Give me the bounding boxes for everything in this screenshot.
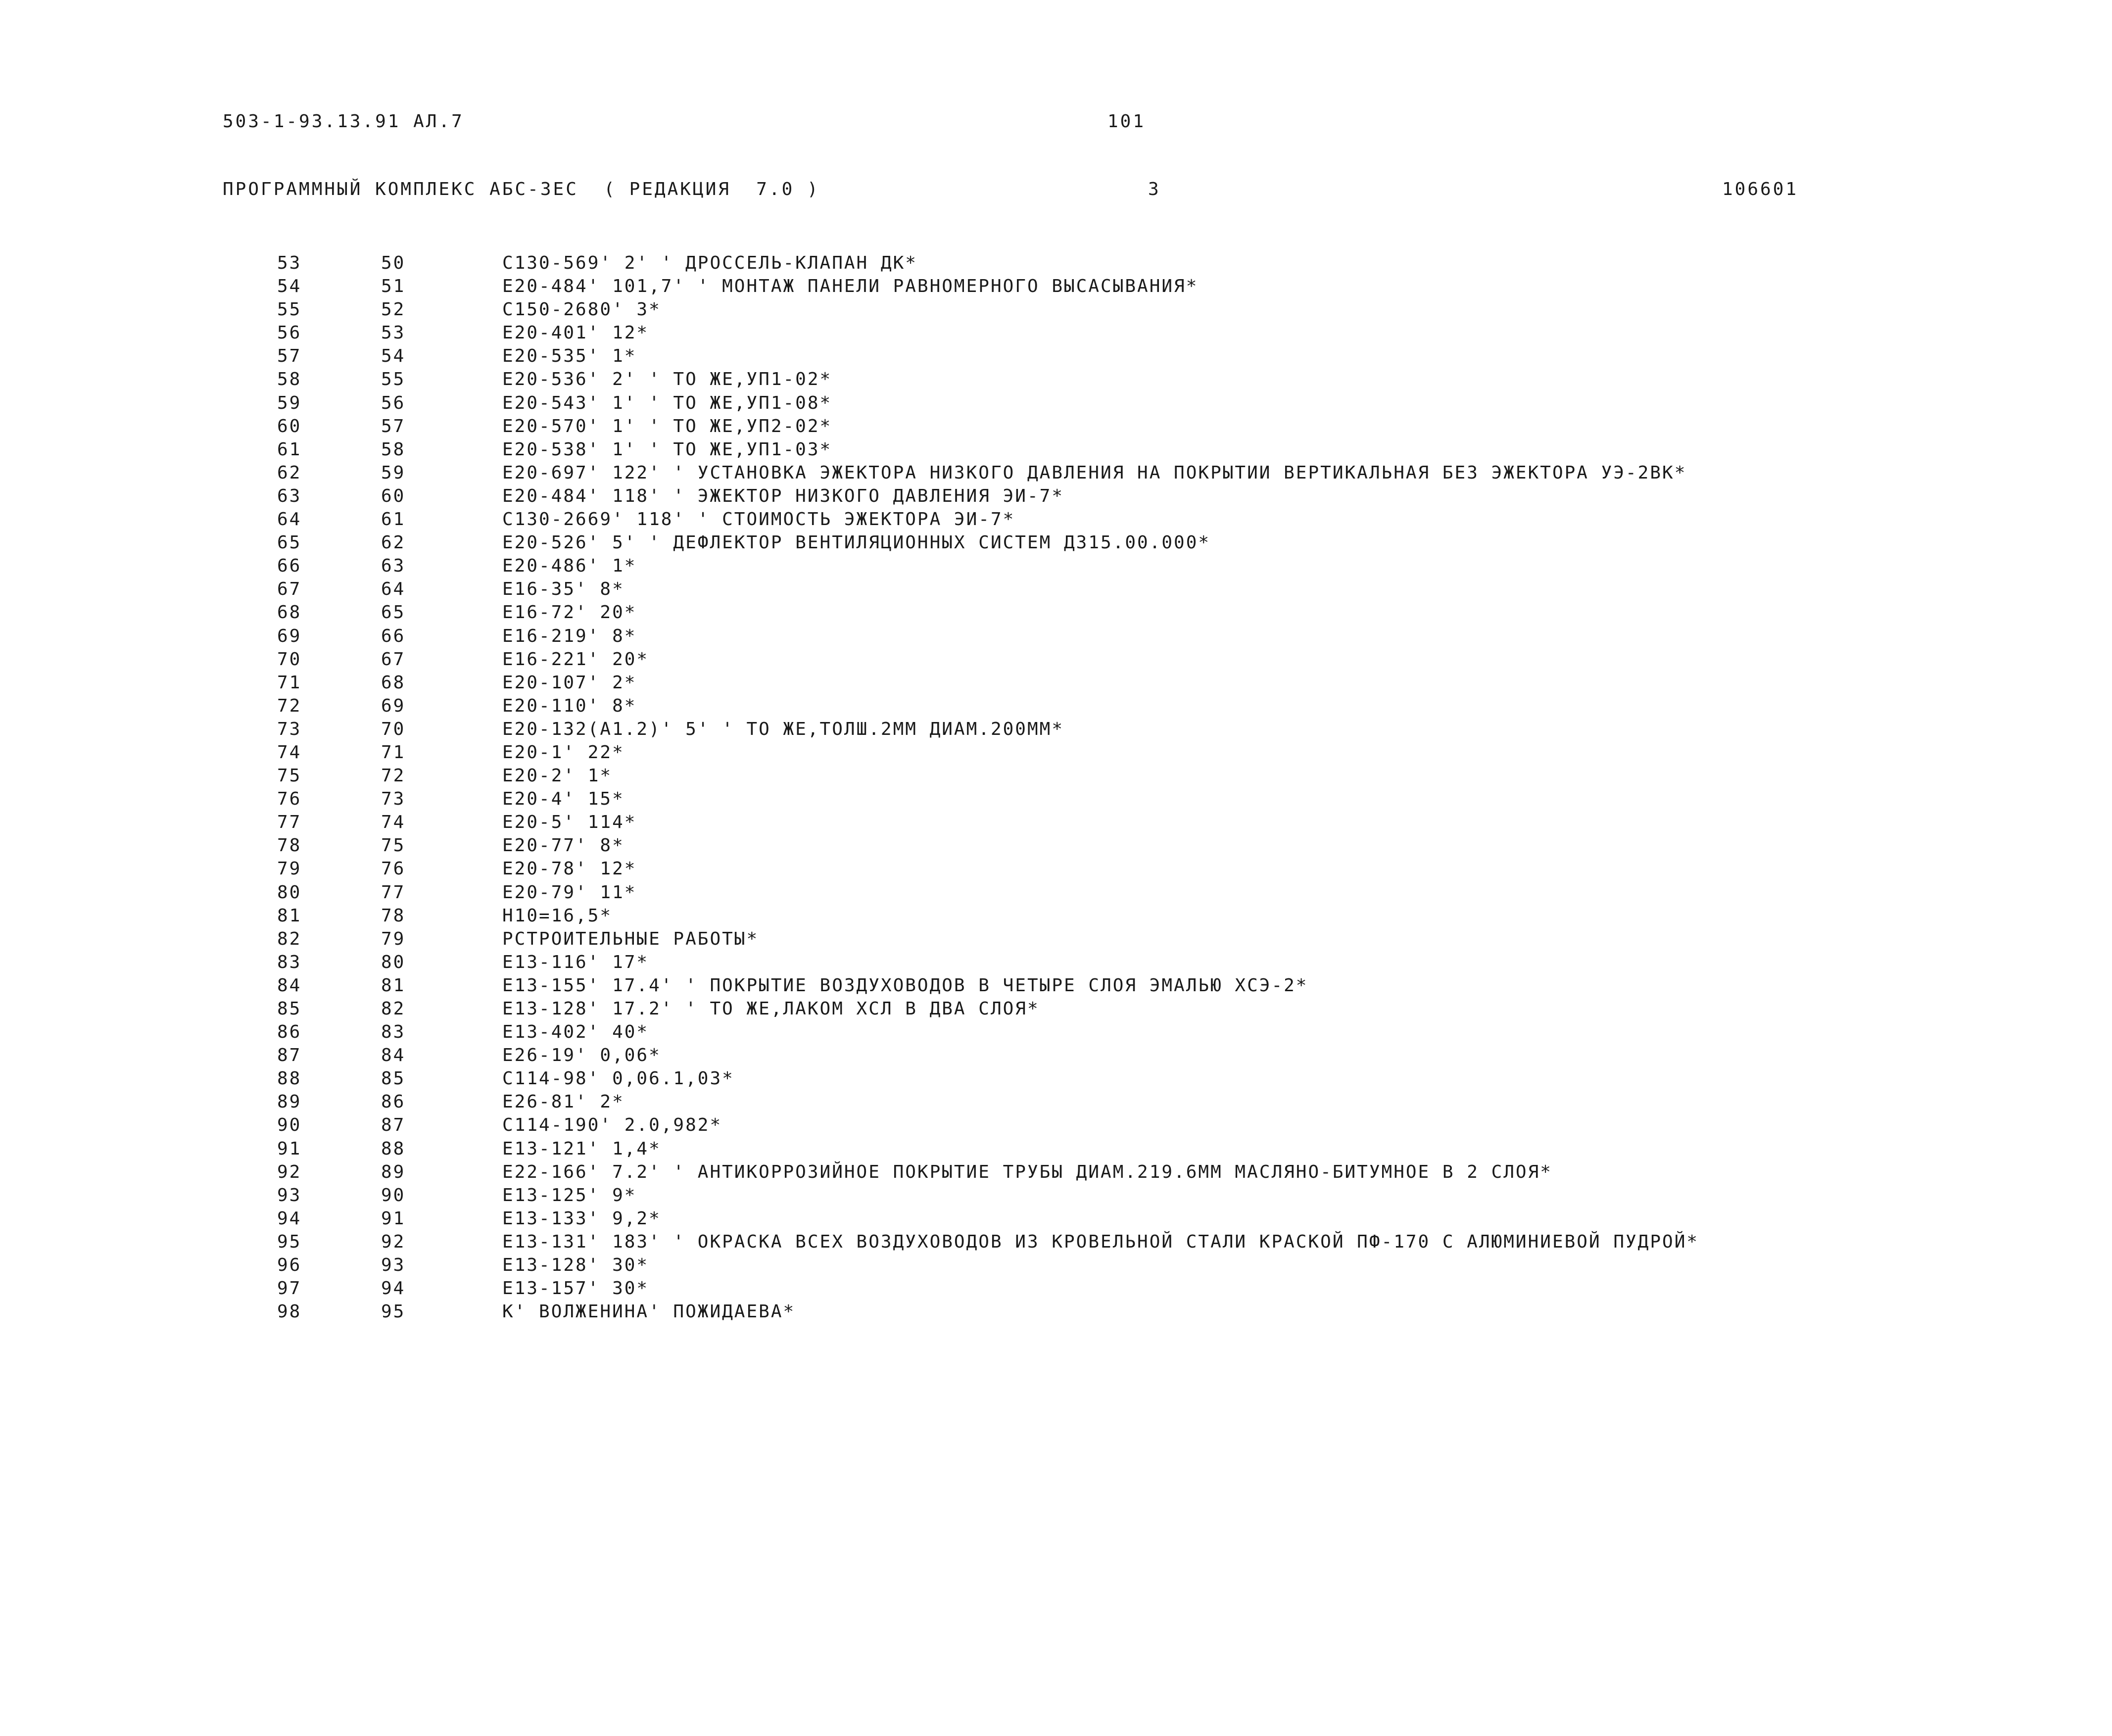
statement-text: С130-2669' 118' ' СТОИМОСТЬ ЭЖЕКТОРА ЭИ-7* [502, 509, 1015, 530]
statement-text: С150-2680' 3* [502, 299, 661, 320]
statement-number: 86 [381, 1092, 406, 1112]
listing-row [0, 508, 2112, 531]
line-number: 73 [277, 719, 302, 739]
statement-text: Е20-78' 12* [502, 859, 637, 879]
statement-number: 82 [381, 999, 406, 1019]
statement-number: 69 [381, 695, 406, 716]
listing-row [0, 601, 2112, 624]
statement-text: Е20-486' 1* [502, 556, 637, 577]
statement-text: Е16-72' 20* [502, 602, 637, 623]
statement-number: 59 [381, 462, 406, 483]
line-number: 97 [277, 1278, 302, 1299]
line-number: 77 [277, 812, 302, 833]
listing-row [0, 438, 2112, 461]
line-number: 88 [277, 1068, 302, 1089]
listing-row [0, 484, 2112, 508]
statement-text: Е20-526' 5' ' ДЕФЛЕКТОР ВЕНТИЛЯЦИОННЫХ СИСТЕМ Д315.00.000* [502, 532, 1211, 553]
line-number: 96 [277, 1255, 302, 1276]
statement-text: Е20-77' 8* [502, 835, 624, 856]
statement-number: 64 [381, 579, 406, 600]
statement-number: 93 [381, 1255, 406, 1276]
statement-text: Е20-570' 1' ' ТО ЖЕ,УП2-02* [502, 416, 832, 436]
statement-number: 81 [381, 975, 406, 996]
listing-row [0, 694, 2112, 718]
statement-text: Е13-402' 40* [502, 1022, 649, 1043]
listing-row [0, 251, 2112, 275]
sheet-number: 3 [1148, 179, 1161, 199]
document-code: 503-1-93.13.91 АЛ.7 [223, 111, 464, 132]
line-number: 67 [277, 579, 302, 600]
statement-text: Е13-131' 183' ' ОКРАСКА ВСЕХ ВОЗДУХОВОДОВ ИЗ КРОВЕЛЬНОЙ СТАЛИ КРАСКОЙ ПФ-170 С АЛЮМИНИЕВОЙ ПУДРОЙ* [502, 1231, 1699, 1252]
listing-row [0, 834, 2112, 857]
listing-row [0, 648, 2112, 671]
line-number: 59 [277, 392, 302, 413]
listing-row [0, 1160, 2112, 1184]
statement-number: 51 [381, 276, 406, 297]
statement-text: Е16-219' 8* [502, 626, 637, 646]
statement-text: Е13-128' 17.2' ' ТО ЖЕ,ЛАКОМ ХСЛ В ДВА СЛОЯ* [502, 999, 1040, 1019]
statement-number: 60 [381, 485, 406, 506]
listing-row [0, 531, 2112, 554]
listing-row [0, 1207, 2112, 1230]
line-number: 79 [277, 859, 302, 879]
listing-row [0, 1044, 2112, 1067]
listing-row [0, 741, 2112, 764]
statement-text: С114-98' 0,06.1,03* [502, 1068, 734, 1089]
line-number: 57 [277, 346, 302, 367]
statement-number: 75 [381, 835, 406, 856]
statement-text: Е20-484' 101,7' ' МОНТАЖ ПАНЕЛИ РАВНОМЕРНОГО ВЫСАСЫВАНИЯ* [502, 276, 1199, 297]
statement-number: 52 [381, 299, 406, 320]
line-number: 70 [277, 649, 302, 670]
statement-number: 88 [381, 1138, 406, 1159]
statement-text: Н10=16,5* [502, 905, 613, 926]
line-number: 81 [277, 905, 302, 926]
listing-row [0, 1090, 2112, 1113]
statement-number: 66 [381, 626, 406, 646]
statement-text: Е20-535' 1* [502, 346, 637, 367]
statement-text: Е20-79' 11* [502, 882, 637, 903]
line-number: 92 [277, 1161, 302, 1182]
line-number: 98 [277, 1302, 302, 1322]
statement-number: 63 [381, 556, 406, 577]
statement-text: Е20-4' 15* [502, 789, 624, 810]
listing-row [0, 671, 2112, 694]
statement-text: Е22-166' 7.2' ' АНТИКОРРОЗИЙНОЕ ПОКРЫТИЕ ТРУБЫ ДИАМ.219.6ММ МАСЛЯНО-БИТУМНОЕ В 2 СЛОЯ* [502, 1161, 1552, 1182]
statement-text: С130-569' 2' ' ДРОССЕЛЬ-КЛАПАН ДК* [502, 253, 917, 273]
statement-number: 87 [381, 1115, 406, 1136]
statement-number: 92 [381, 1231, 406, 1252]
statement-text: Е13-128' 30* [502, 1255, 649, 1276]
listing-row [0, 415, 2112, 438]
statement-text: К' ВОЛЖЕНИНА' ПОЖИДАЕВА* [502, 1302, 796, 1322]
line-number: 85 [277, 999, 302, 1019]
statement-text: Е20-5' 114* [502, 812, 637, 833]
job-number: 106601 [1722, 179, 1799, 199]
listing-row [0, 1113, 2112, 1137]
line-number: 76 [277, 789, 302, 810]
listing-row [0, 1067, 2112, 1090]
listing-row [0, 1277, 2112, 1300]
listing-row [0, 1230, 2112, 1254]
statement-number: 70 [381, 719, 406, 739]
line-number: 84 [277, 975, 302, 996]
statement-text: Е20-543' 1' ' ТО ЖЕ,УП1-08* [502, 392, 832, 413]
statement-number: 55 [381, 369, 406, 390]
listing-row [0, 391, 2112, 415]
listing-row [0, 974, 2112, 997]
listing-table [0, 251, 2112, 1323]
listing-row [0, 997, 2112, 1020]
statement-number: 84 [381, 1045, 406, 1066]
statement-text: Е16-221' 20* [502, 649, 649, 670]
listing-row [0, 718, 2112, 741]
statement-text: Е20-2' 1* [502, 766, 613, 786]
statement-text: Е13-157' 30* [502, 1278, 649, 1299]
line-number: 72 [277, 695, 302, 716]
line-number: 64 [277, 509, 302, 530]
line-number: 58 [277, 369, 302, 390]
statement-number: 79 [381, 928, 406, 949]
statement-text: Е13-116' 17* [502, 952, 649, 972]
listing-row [0, 904, 2112, 927]
listing-row [0, 321, 2112, 344]
listing-row [0, 275, 2112, 298]
statement-number: 77 [381, 882, 406, 903]
statement-text: Е20-697' 122' ' УСТАНОВКА ЭЖЕКТОРА НИЗКОГО ДАВЛЕНИЯ НА ПОКРЫТИИ ВЕРТИКАЛЬНАЯ БЕЗ ЭЖЕКТОРА УЭ-2ВК* [502, 462, 1687, 483]
statement-text: Е20-132(А1.2)' 5' ' ТО ЖЕ,ТОЛШ.2ММ ДИАМ.200ММ* [502, 719, 1064, 739]
statement-number: 58 [381, 439, 406, 460]
statement-number: 56 [381, 392, 406, 413]
statement-number: 90 [381, 1185, 406, 1206]
statement-number: 78 [381, 905, 406, 926]
listing-row [0, 578, 2112, 601]
statement-text: Е26-19' 0,06* [502, 1045, 661, 1066]
page-number: 101 [1107, 111, 1146, 132]
statement-number: 61 [381, 509, 406, 530]
listing-row [0, 857, 2112, 880]
statement-text: Е20-538' 1' ' ТО ЖЕ,УП1-03* [502, 439, 832, 460]
line-number: 95 [277, 1231, 302, 1252]
line-number: 54 [277, 276, 302, 297]
line-number: 55 [277, 299, 302, 320]
statement-text: Е20-1' 22* [502, 742, 624, 763]
line-number: 74 [277, 742, 302, 763]
statement-number: 74 [381, 812, 406, 833]
statement-number: 65 [381, 602, 406, 623]
line-number: 65 [277, 532, 302, 553]
statement-number: 57 [381, 416, 406, 436]
program-title: ПРОГРАММНЫЙ КОМПЛЕКС АБС-3ЕС ( РЕДАКЦИЯ 7.0 ) [223, 179, 820, 199]
listing-row [0, 1184, 2112, 1207]
line-number: 86 [277, 1022, 302, 1043]
statement-text: РСТРОИТЕЛЬНЫЕ РАБОТЫ* [502, 928, 759, 949]
statement-text: Е13-125' 9* [502, 1185, 637, 1206]
statement-text: Е20-484' 118' ' ЭЖЕКТОР НИЗКОГО ДАВЛЕНИЯ ЭИ-7* [502, 485, 1064, 506]
line-number: 90 [277, 1115, 302, 1136]
listing-row [0, 1254, 2112, 1277]
statement-number: 80 [381, 952, 406, 972]
statement-text: Е13-133' 9,2* [502, 1208, 661, 1229]
statement-number: 62 [381, 532, 406, 553]
line-number: 71 [277, 672, 302, 693]
statement-text: Е13-155' 17.4' ' ПОКРЫТИЕ ВОЗДУХОВОДОВ В ЧЕТЫРЕ СЛОЯ ЭМАЛЬЮ ХСЭ-2* [502, 975, 1308, 996]
statement-text: Е26-81' 2* [502, 1092, 624, 1112]
listing-row [0, 625, 2112, 648]
line-number: 89 [277, 1092, 302, 1112]
line-number: 82 [277, 928, 302, 949]
line-number: 91 [277, 1138, 302, 1159]
statement-number: 71 [381, 742, 406, 763]
statement-number: 68 [381, 672, 406, 693]
line-number: 61 [277, 439, 302, 460]
statement-number: 91 [381, 1208, 406, 1229]
listing-row [0, 764, 2112, 787]
statement-number: 89 [381, 1161, 406, 1182]
statement-number: 94 [381, 1278, 406, 1299]
listing-row [0, 298, 2112, 321]
line-number: 68 [277, 602, 302, 623]
statement-number: 54 [381, 346, 406, 367]
line-number: 80 [277, 882, 302, 903]
listing-row [0, 344, 2112, 368]
listing-row [0, 1137, 2112, 1160]
statement-text: Е16-35' 8* [502, 579, 624, 600]
line-number: 75 [277, 766, 302, 786]
line-number: 53 [277, 253, 302, 273]
statement-text: Е13-121' 1,4* [502, 1138, 661, 1159]
listing-row [0, 951, 2112, 974]
statement-number: 83 [381, 1022, 406, 1043]
line-number: 60 [277, 416, 302, 436]
statement-number: 72 [381, 766, 406, 786]
listing-row [0, 811, 2112, 834]
listing-row [0, 927, 2112, 951]
line-number: 87 [277, 1045, 302, 1066]
listing-row [0, 1300, 2112, 1323]
statement-text: Е20-536' 2' ' ТО ЖЕ,УП1-02* [502, 369, 832, 390]
line-number: 62 [277, 462, 302, 483]
statement-number: 76 [381, 859, 406, 879]
statement-number: 53 [381, 323, 406, 343]
statement-text: Е20-110' 8* [502, 695, 637, 716]
statement-number: 95 [381, 1302, 406, 1322]
statement-number: 50 [381, 253, 406, 273]
line-number: 78 [277, 835, 302, 856]
statement-text: С114-190' 2.0,982* [502, 1115, 722, 1136]
line-number: 66 [277, 556, 302, 577]
line-number: 63 [277, 485, 302, 506]
statement-text: Е20-401' 12* [502, 323, 649, 343]
line-number: 83 [277, 952, 302, 972]
line-number: 93 [277, 1185, 302, 1206]
statement-number: 67 [381, 649, 406, 670]
line-number: 56 [277, 323, 302, 343]
listing-row [0, 461, 2112, 484]
listing-row [0, 881, 2112, 904]
statement-text: Е20-107' 2* [502, 672, 637, 693]
listing-row [0, 787, 2112, 811]
listing-row [0, 554, 2112, 578]
listing-row [0, 1020, 2112, 1044]
line-number: 69 [277, 626, 302, 646]
line-number: 94 [277, 1208, 302, 1229]
statement-number: 85 [381, 1068, 406, 1089]
listing-row [0, 368, 2112, 391]
statement-number: 73 [381, 789, 406, 810]
